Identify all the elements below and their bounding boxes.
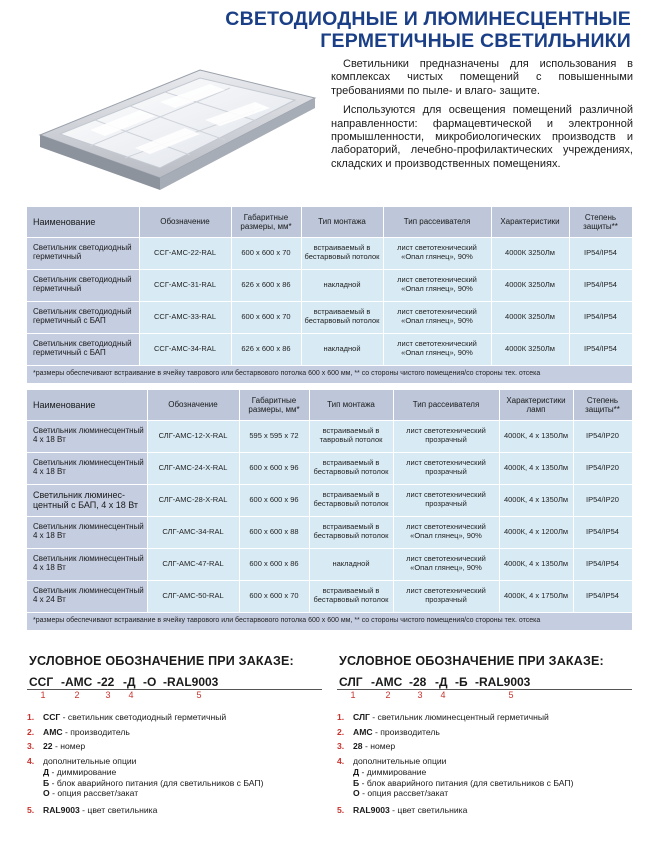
order-num: 1	[40, 690, 46, 700]
col-header-size: Габаритные размеры, мм*	[231, 207, 301, 237]
cell-spec: 4000К, 4 х 1200Лм	[499, 516, 573, 548]
table-row	[27, 548, 632, 580]
table-note-row	[27, 365, 632, 383]
order-code-part: -Б	[455, 675, 468, 689]
cell-code: СЛГ-АМС-47-RAL	[147, 548, 239, 580]
cell-mount: накладной	[301, 269, 383, 301]
cell-diffuser: лист светотехнический «Опал глянец», 90%	[393, 516, 499, 548]
order-code-row	[27, 672, 322, 690]
cell-ip: IP54/IP54	[569, 301, 632, 333]
order-num: 3	[105, 690, 111, 700]
cell-diffuser: лист светотехнический прозрачный	[393, 452, 499, 484]
cell-ip: IP54/IP54	[569, 269, 632, 301]
cell-size: 600 х 600 х 96	[239, 484, 309, 516]
cell-mount: встраиваемый в тавровый потолок	[309, 420, 393, 452]
cell-mount: встраиваемый в бестарвовый потолок	[309, 516, 393, 548]
cell-ip: IP54/IP54	[569, 237, 632, 269]
intro-paragraph-2: Используются для освещения помещений различной направленности: фармацевтической и электронной промышленности, микробиологических производств и лабораторий, лечебно-профилактических учреждениях, складских и производственных помещениях.	[331, 104, 633, 170]
cell-diffuser: лист светотехнический «Опал глянец», 90%	[393, 548, 499, 580]
legend-item: 1. ССГ - светильник светодиодный герметичный	[27, 712, 227, 722]
order-code-part: -22	[97, 675, 115, 689]
col-header-spec: Характеристики	[491, 207, 569, 237]
order-num: 2	[385, 690, 391, 700]
cell-size: 626 х 600 х 86	[231, 269, 301, 301]
cell-spec: 4000К 3250Лм	[491, 333, 569, 365]
cell-name: Светильник люминесцентный 4 х 24 Вт	[27, 580, 147, 612]
cell-size: 600 х 600 х 70	[231, 301, 301, 333]
order-code-part: -28	[409, 675, 427, 689]
cell-diffuser: лист светотехнический «Опал глянец», 90%	[383, 237, 491, 269]
cell-name: Светильник светодиодный герметичный с БАП	[27, 301, 139, 333]
col-header-ip: Степень защиты**	[569, 207, 632, 237]
order-code-part: -RAL9003	[475, 675, 531, 689]
cell-spec: 4000К, 4 х 1350Лм	[499, 484, 573, 516]
cell-name: Светильник светодиодный герметичный	[27, 237, 139, 269]
page-title-line2: ГЕРМЕТИЧНЫЕ СВЕТИЛЬНИКИ	[320, 30, 631, 52]
order-num: 3	[417, 690, 423, 700]
cell-code: СЛГ-АМС-12-X-RAL	[147, 420, 239, 452]
cell-spec: 4000К 3250Лм	[491, 301, 569, 333]
order-num: 4	[128, 690, 134, 700]
cell-ip: IP54/IP54	[573, 580, 632, 612]
cell-code: СЛГ-АМС-24-X-RAL	[147, 452, 239, 484]
cell-ip: IP54/IP20	[573, 452, 632, 484]
col-header-size: Габаритные размеры, мм*	[239, 390, 309, 420]
table-row	[27, 269, 632, 301]
table-row	[27, 452, 632, 484]
order-num: 5	[196, 690, 202, 700]
intro-paragraph-1: Светильники предназначены для использования в комплексах чистых помещений с повышенными требованиями по пыле- и влаго- защите.	[331, 58, 633, 97]
cell-mount: накладной	[301, 333, 383, 365]
order-code-part: -АМС	[371, 675, 403, 689]
cell-ip: IP54/IP20	[573, 484, 632, 516]
table-row	[27, 301, 632, 333]
legend-subitem: Д - диммирование	[353, 767, 427, 777]
table-row	[27, 420, 632, 452]
legend-item: 2. АМС - производитель	[27, 726, 130, 737]
order-code-part: -RAL9003	[163, 675, 219, 689]
legend-subitem: О - опция рассвет/закат	[353, 788, 449, 798]
legend-item: 5. RAL9003 - цвет светильника	[337, 804, 468, 815]
cell-diffuser: лист светотехнический «Опал глянец», 90%	[383, 333, 491, 365]
legend-item: 2. АМС - производитель	[337, 726, 440, 737]
legend-item: 3. 22 - номер	[27, 741, 86, 751]
cell-ip: IP54/IP54	[569, 333, 632, 365]
order-num-row	[337, 690, 632, 704]
cell-diffuser: лист светотехнический прозрачный	[393, 580, 499, 612]
cell-size: 600 х 600 х 86	[239, 548, 309, 580]
cell-size: 595 х 595 х 72	[239, 420, 309, 452]
legend-subitem: Д - диммирование	[43, 767, 117, 777]
cell-size: 600 х 600 х 88	[239, 516, 309, 548]
cell-mount: встраиваемый в бестарвовый потолок	[301, 237, 383, 269]
legend-item: 4. дополнительные опции	[337, 755, 447, 766]
col-header-mount: Тип монтажа	[309, 390, 393, 420]
col-header-diffuser: Тип рассеивателя	[383, 207, 491, 237]
cell-spec: 4000К, 4 х 1750Лм	[499, 580, 573, 612]
cell-code: СЛГ-АМС-34-RAL	[147, 516, 239, 548]
cell-size: 600 х 600 х 70	[231, 237, 301, 269]
cell-mount: встраиваемый в бестарвовый потолок	[309, 452, 393, 484]
cell-mount: встраиваемый в бестарвовый потолок	[309, 484, 393, 516]
cell-ip: IP54/IP54	[573, 548, 632, 580]
cell-diffuser: лист светотехнический «Опал глянец», 90%	[383, 301, 491, 333]
cell-spec: 4000К, 4 х 1350Лм	[499, 452, 573, 484]
col-header-diffuser: Тип рассеивателя	[393, 390, 499, 420]
order-code-part: -АМС	[61, 675, 93, 689]
order-legend	[27, 712, 322, 815]
cell-name: Светильник люминесцентный 4 х 18 Вт	[27, 548, 147, 580]
cell-spec: 4000К 3250Лм	[491, 269, 569, 301]
cell-ip: IP54/IP54	[573, 516, 632, 548]
cell-size: 600 х 600 х 70	[239, 580, 309, 612]
cell-mount: накладной	[309, 548, 393, 580]
order-code-part: -О	[143, 675, 157, 689]
order-num-row	[27, 690, 322, 704]
cell-spec: 4000К, 4 х 1350Лм	[499, 420, 573, 452]
table-header-row	[27, 390, 632, 420]
legend-subitem: Б - блок аварийного питания (для светильников с БАП)	[43, 777, 264, 788]
page-header	[211, 8, 631, 52]
cell-size: 626 х 600 х 86	[231, 333, 301, 365]
cell-code: СЛГ-АМС-28-X-RAL	[147, 484, 239, 516]
order-code-part: СЛГ	[339, 675, 363, 689]
cell-ip: IP54/IP20	[573, 420, 632, 452]
legend-item: 1. СЛГ - светильник люминесцентный герметичный	[337, 712, 549, 722]
order-designation-fluorescent	[337, 654, 632, 819]
col-header-mount: Тип монтажа	[301, 207, 383, 237]
order-code-row	[337, 672, 632, 690]
cell-size: 600 х 600 х 96	[239, 452, 309, 484]
col-header-code: Обозначение	[139, 207, 231, 237]
cell-mount: встраиваемый в бестарвовый потолок	[309, 580, 393, 612]
table-row	[27, 237, 632, 269]
cell-spec: 4000К 3250Лм	[491, 237, 569, 269]
table-header-row	[27, 207, 632, 237]
order-num	[453, 690, 473, 704]
legend-subitem: О - опция рассвет/закат	[43, 788, 139, 798]
cell-code: ССГ-АМС-31-RAL	[139, 269, 231, 301]
order-code-part: -Д	[123, 675, 136, 689]
order-title: УСЛОВНОЕ ОБОЗНАЧЕНИЕ ПРИ ЗАКАЗЕ:	[339, 654, 604, 668]
led-luminaires-table	[27, 207, 633, 383]
col-header-spec: Характеристики ламп	[499, 390, 573, 420]
order-code-part: -Д	[435, 675, 448, 689]
cell-name: Светильник светодиодный герметичный с БАП	[27, 333, 139, 365]
table-row	[27, 333, 632, 365]
table-row	[27, 516, 632, 548]
order-num: 4	[440, 690, 446, 700]
table-footnote: *размеры обеспечивают встраивание в ячейку таврового или бестарвового потолка 600 х 600 мм, ** со стороны чистого помещения/со стороны тех. отсека	[27, 612, 632, 630]
order-code-part: ССГ	[29, 675, 54, 689]
cell-diffuser: лист светотехнический прозрачный	[393, 420, 499, 452]
cell-name: Светильник люминесцентный 4 х 18 Вт	[27, 420, 147, 452]
order-num: 2	[74, 690, 80, 700]
legend-item: 4. дополнительные опции	[27, 755, 137, 766]
table-row	[27, 484, 632, 516]
cell-name: Светильник люминесцентный 4 х 18 Вт	[27, 516, 147, 548]
table-footnote: *размеры обеспечивают встраивание в ячейку таврового или бестарвового потолка 600 х 600 мм, ** со стороны чистого помещения/со стороны тех. отсека	[27, 365, 632, 383]
order-legend	[337, 712, 632, 815]
intro-text	[331, 58, 633, 177]
table-row	[27, 580, 632, 612]
cell-code: ССГ-АМС-34-RAL	[139, 333, 231, 365]
cell-name: Светильник люминес-центный с БАП, 4 х 18 Вт	[27, 484, 147, 516]
table-note-row	[27, 612, 632, 630]
cell-diffuser: лист светотехнический «Опал глянец», 90%	[383, 269, 491, 301]
cell-diffuser: лист светотехнический прозрачный	[393, 484, 499, 516]
col-header-code: Обозначение	[147, 390, 239, 420]
order-designation-led	[27, 654, 322, 819]
luminaire-image	[30, 50, 320, 200]
order-num: 5	[508, 690, 514, 700]
legend-item: 3. 28 - номер	[337, 741, 396, 751]
cell-spec: 4000К, 4 х 1350Лм	[499, 548, 573, 580]
cell-code: ССГ-АМС-33-RAL	[139, 301, 231, 333]
order-title: УСЛОВНОЕ ОБОЗНАЧЕНИЕ ПРИ ЗАКАЗЕ:	[29, 654, 294, 668]
legend-item: 5. RAL9003 - цвет светильника	[27, 804, 158, 815]
col-header-name: Наименование	[27, 207, 139, 237]
page-title-line1: СВЕТОДИОДНЫЕ И ЛЮМИНЕСЦЕНТНЫЕ	[225, 8, 631, 30]
cell-name: Светильник люминесцентный 4 х 18 Вт	[27, 452, 147, 484]
order-num: 1	[350, 690, 356, 700]
col-header-ip: Степень защиты**	[573, 390, 632, 420]
legend-subitem: Б - блок аварийного питания (для светильников с БАП)	[353, 777, 574, 788]
col-header-name: Наименование	[27, 390, 147, 420]
fluorescent-luminaires-table	[27, 390, 633, 630]
cell-name: Светильник светодиодный герметичный	[27, 269, 139, 301]
cell-mount: встраиваемый в бестарвовый потолок	[301, 301, 383, 333]
cell-code: СЛГ-АМС-50-RAL	[147, 580, 239, 612]
order-num	[141, 690, 161, 704]
cell-code: ССГ-АМС-22-RAL	[139, 237, 231, 269]
